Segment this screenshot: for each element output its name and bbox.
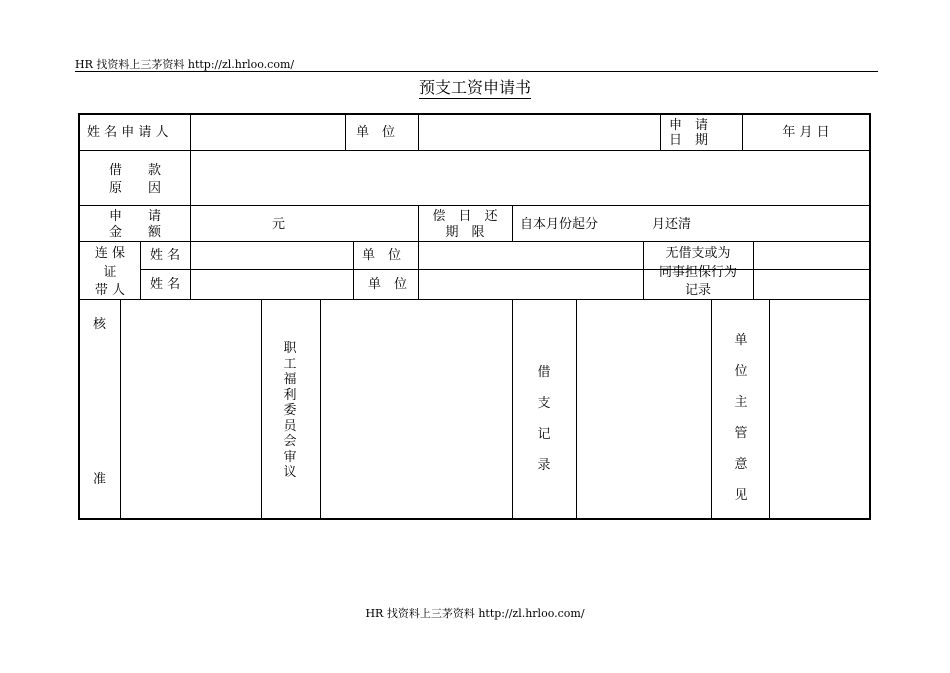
- col-divider: [320, 299, 321, 520]
- col-divider: [512, 299, 513, 520]
- col-divider: [190, 241, 191, 299]
- col-divider: [753, 241, 754, 299]
- repay-term-label-line2: 期 限: [445, 225, 485, 240]
- approve-label-bottom: 准: [93, 472, 107, 487]
- col-divider: [190, 150, 191, 205]
- row-divider: [80, 205, 869, 206]
- repay-term-label-line1: 偿 日 还: [432, 209, 498, 224]
- col-divider: [576, 299, 577, 520]
- col-divider: [140, 241, 141, 299]
- col-divider: [512, 205, 513, 241]
- col-divider: [353, 241, 354, 299]
- col-divider: [120, 299, 121, 520]
- applicant-name-label: 姓 名 申 请 人: [87, 125, 169, 140]
- col-divider: [190, 205, 191, 241]
- guarantor-label-line3: 带 人: [94, 283, 126, 298]
- col-divider: [418, 115, 419, 150]
- application-form: [78, 113, 871, 520]
- date-template: 年 月 日: [782, 125, 830, 140]
- loan-reason-label-line2: 原 因: [108, 181, 161, 196]
- page-footer: HR 找资料上三茅资料 http://zl.hrloo.com/: [365, 607, 585, 620]
- guarantor-label-line1: 连 保: [94, 246, 126, 261]
- approve-label-top: 核: [93, 317, 107, 332]
- guarantor-1-unit-label: 单 位: [362, 248, 402, 263]
- row-divider: [80, 299, 869, 300]
- guarantor-2-name-label: 姓 名: [150, 277, 181, 292]
- repay-month-text: 月还清: [652, 217, 692, 232]
- col-divider: [261, 299, 262, 520]
- header-rule: [75, 71, 878, 72]
- unit-head-opinion-label: 单位主管意见: [734, 333, 748, 503]
- apply-date-label-line1: 申 请: [669, 118, 709, 133]
- no-loan-record-line1: 无借支或为: [665, 246, 731, 261]
- document-title: [0, 75, 950, 98]
- col-divider: [769, 299, 770, 520]
- col-divider: [711, 299, 712, 520]
- col-divider: [345, 115, 346, 150]
- apply-amount-label-line2: 金 额: [108, 225, 161, 240]
- no-loan-record-line2: 同事担保行为: [658, 265, 737, 280]
- row-divider: [140, 269, 869, 270]
- col-divider: [418, 241, 419, 299]
- amount-unit: 元: [272, 217, 286, 232]
- welfare-committee-label: 职工福利委员会审议: [283, 341, 297, 480]
- col-divider: [660, 115, 661, 150]
- guarantor-2-unit-label: 单 位: [368, 277, 408, 292]
- apply-date-label-line2: 日 期: [669, 133, 709, 148]
- loan-reason-label-line1: 借 款: [108, 163, 161, 178]
- page-header: HR 找资料上三茅资料 http://zl.hrloo.com/: [75, 58, 295, 71]
- col-divider: [190, 115, 191, 150]
- repay-from-text: 自本月份起分: [520, 217, 599, 232]
- unit-label: 单 位: [356, 125, 396, 140]
- loan-record-label: 借支记录: [537, 365, 551, 473]
- row-divider: [80, 241, 869, 242]
- apply-amount-label-line1: 申 请: [108, 209, 161, 224]
- no-loan-record-line3: 记录: [684, 283, 711, 298]
- guarantor-label-line2: 证: [103, 265, 117, 280]
- guarantor-1-name-label: 姓 名: [150, 248, 181, 263]
- document-title-text: 预支工资申请书: [418, 78, 531, 97]
- row-divider: [80, 150, 869, 151]
